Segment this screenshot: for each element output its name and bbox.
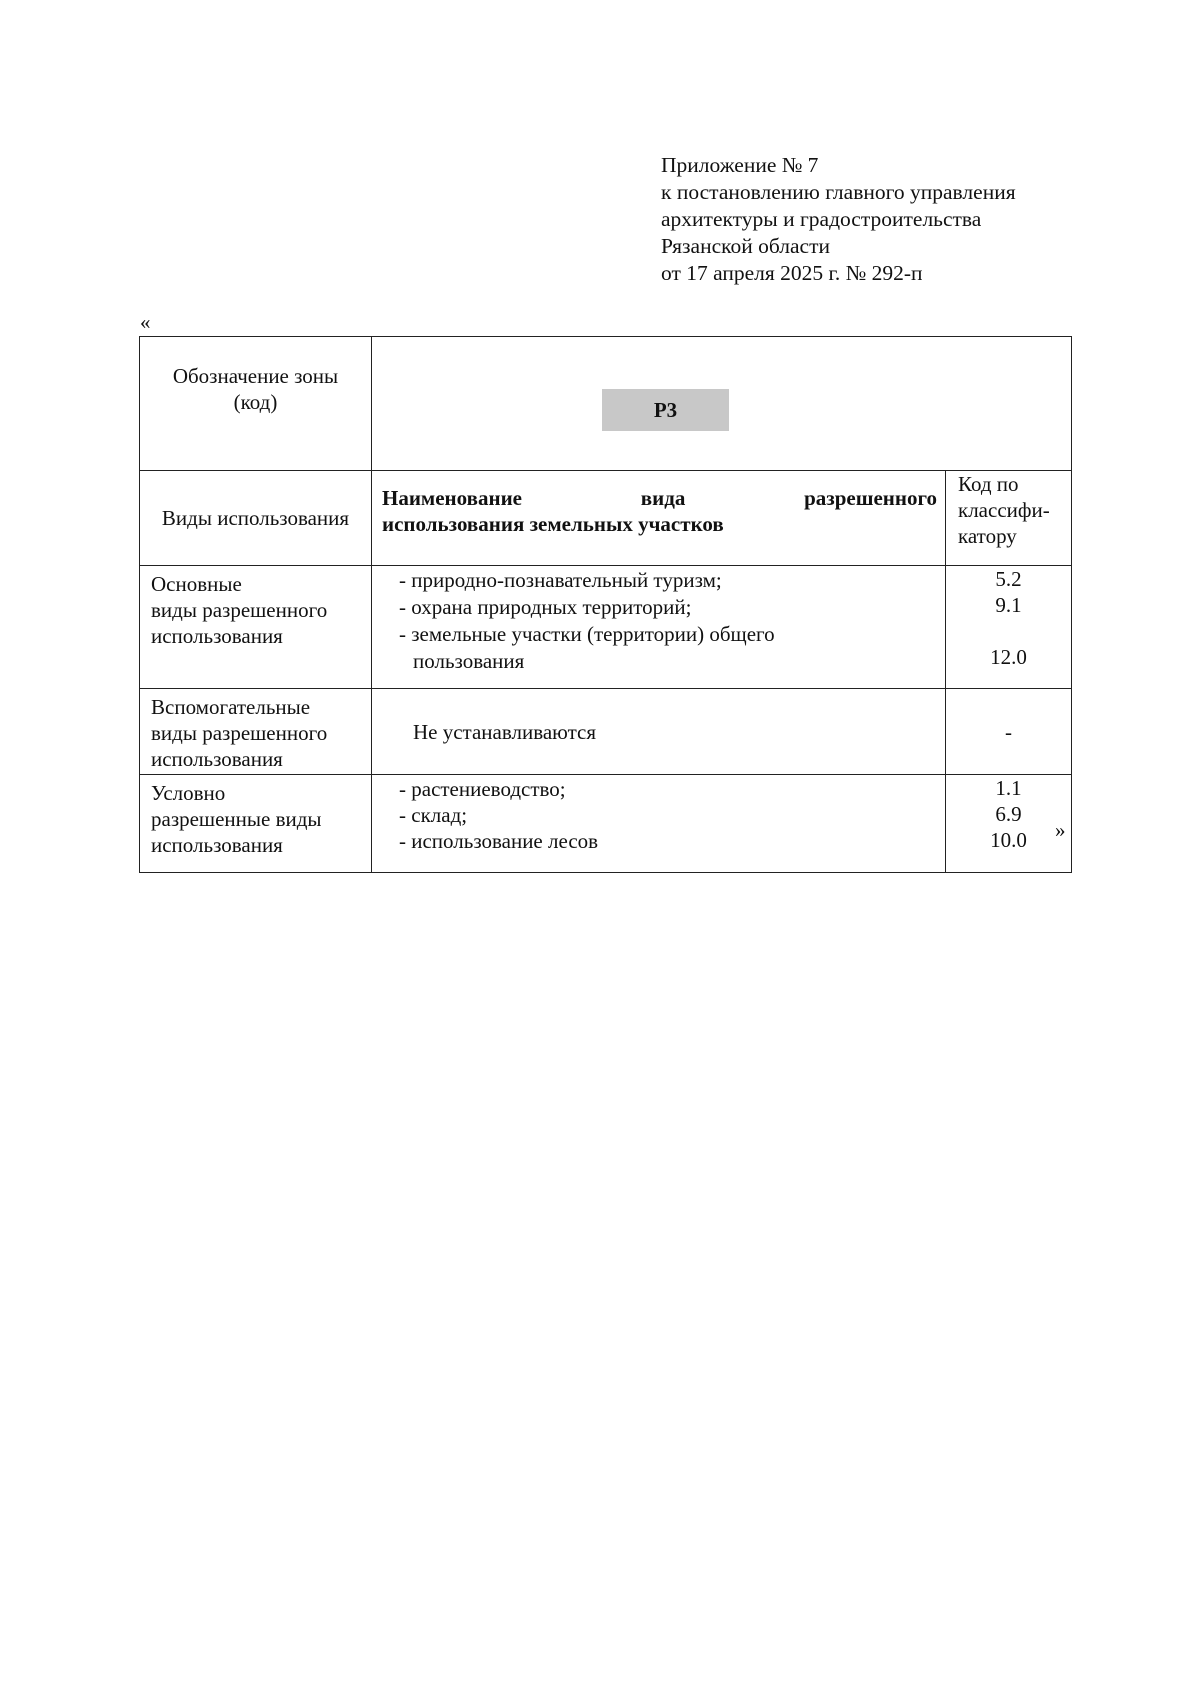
appendix-line: архитектуры и градостроительства	[661, 207, 982, 231]
row-label-line: использования	[151, 624, 283, 648]
not-established-text: Не устанавливаются	[372, 689, 946, 775]
name-header-line2: использования земельных участков	[382, 512, 724, 536]
zone-label-cell	[140, 337, 372, 471]
appendix-title: Приложение № 7	[661, 153, 819, 177]
use-item: - природно-познавательный туризм;	[399, 568, 722, 592]
row-label-line: использования	[151, 747, 283, 771]
name-header	[372, 471, 946, 566]
use-item-continuation: пользования	[413, 649, 525, 673]
opening-quote: «	[140, 310, 151, 334]
appendix-line: Рязанской области	[661, 234, 830, 258]
appendix-header	[661, 152, 1121, 287]
classifier-header-line: классифи-	[958, 498, 1050, 522]
classifier-code: 5.2	[995, 567, 1022, 591]
row-label-line: Вспомогательные	[151, 695, 311, 719]
classifier-code-spacer	[946, 618, 1071, 644]
table-row-conditional-uses	[140, 775, 1072, 873]
appendix-date-number: от 17 апреля 2025 г. № 292-п	[661, 261, 923, 285]
classifier-header-line: Код по	[958, 472, 1019, 496]
row-label	[140, 689, 372, 775]
use-items	[372, 775, 946, 873]
classifier-code: 1.1	[995, 776, 1022, 800]
row-label-line: Условно	[151, 781, 226, 805]
table-row-auxiliary-uses	[140, 689, 1072, 775]
row-label-line: виды разрешенного	[151, 721, 328, 745]
zone-label: Обозначение зоны	[172, 364, 339, 388]
row-label	[140, 775, 372, 873]
use-items	[372, 566, 946, 689]
use-item: - склад;	[399, 803, 468, 827]
row-label-line: виды разрешенного	[151, 598, 328, 622]
row-label-line: разрешенные виды	[151, 807, 322, 831]
classifier-code: -	[946, 689, 1072, 775]
classifier-codes	[946, 775, 1072, 873]
row-label-line: использования	[151, 833, 283, 857]
name-header-word: Наименование	[382, 486, 522, 510]
zone-code-badge: Р3	[602, 389, 729, 431]
zone-code-cell	[372, 337, 1072, 471]
classifier-header-line: катору	[958, 524, 1017, 548]
use-item: - охрана природных территорий;	[399, 595, 692, 619]
appendix-line: к постановлению главного управления	[661, 180, 1016, 204]
classifier-code: 6.9	[995, 802, 1022, 826]
zone-label-code: (код)	[233, 390, 278, 414]
closing-quote: »	[1055, 818, 1066, 842]
classifier-codes	[946, 566, 1072, 689]
row-label-line: Основные	[151, 572, 242, 596]
use-item: - растениеводство;	[399, 777, 566, 801]
classifier-code: 10.0	[990, 828, 1027, 852]
classifier-code: 9.1	[995, 593, 1022, 617]
table-header-row	[140, 471, 1072, 566]
table-row-main-uses	[140, 566, 1072, 689]
use-item: - использование лесов	[399, 829, 599, 853]
zone-table	[139, 336, 1072, 873]
name-header-word: вида	[640, 486, 686, 510]
uses-label: Виды использования	[140, 471, 372, 566]
classifier-code: 12.0	[990, 645, 1027, 669]
name-header-word: разрешенного	[804, 486, 937, 510]
use-item: - земельные участки (территории) общего	[399, 622, 775, 646]
zone-code-row	[140, 337, 1072, 471]
row-label	[140, 566, 372, 689]
classifier-header	[946, 471, 1072, 566]
